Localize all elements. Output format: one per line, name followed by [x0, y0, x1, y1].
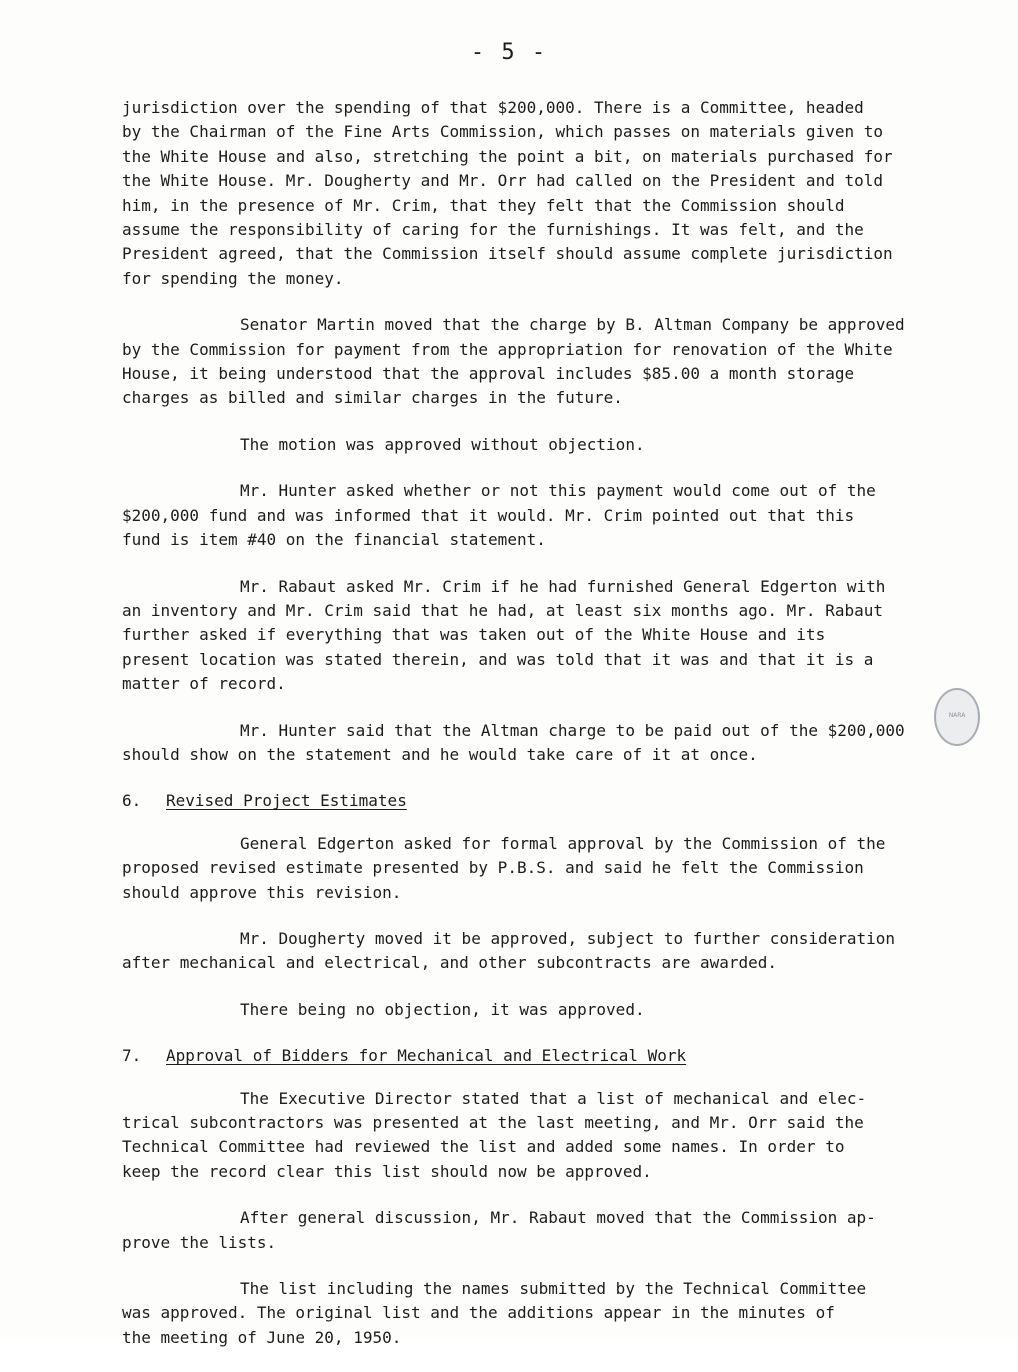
paragraph-hunter-question: Mr. Hunter asked whether or not this payment would come out of the $200,000 fund and was informed that it would. Mr. Crim pointed out that this fund is item #40 on the financial statement. — [122, 481, 876, 550]
section-7-paragraph: The list including the names submitted by the Technical Committee was approved. The original list and the additions appear in the minutes of the meeting of June 20, 1950. — [122, 1279, 867, 1347]
section-6-heading — [122, 789, 982, 813]
paragraph-motion-approved: The motion was approved without objection. — [240, 434, 645, 454]
library-seal-stamp — [934, 688, 980, 746]
section-6-paragraph: There being no objection, it was approved. — [240, 999, 645, 1019]
section-6-title: Revised Project Estimates — [166, 791, 407, 811]
section-6-paragraph: General Edgerton asked for formal approval by the Commission of the proposed revised estimate presented by P.B.S. and said he felt the Commission should approve this revision. — [122, 833, 886, 902]
paragraph-senator-martin-motion: Senator Martin moved that the charge by B. Altman Company be approved by the Commission for payment from the appropriation for renovation of the White House, it being understood that the approval includes $85.00 a month storage charges as billed and similar charges in the future. — [122, 315, 905, 408]
page-number: - 5 - — [470, 40, 548, 65]
paragraph-jurisdiction: jurisdiction over the spending of that $200,000. There is a Committee, headed by the Chairman of the Fine Arts Commission, which passes on materials given to the White House and also, stretching the point a bit, on materials purchased for the White House. Mr. Dougherty and Mr. Orr had called on the President and told him, in the presence of Mr. Crim, that they felt that the Commission should assume the responsibility of caring for the furnishings. It was felt, and the President agreed, that the Commission itself should assume complete jurisdiction for spending the money. — [122, 98, 893, 288]
section-7-number: 7. — [122, 1046, 142, 1066]
section-7-paragraph: After general discussion, Mr. Rabaut moved that the Commission ap- prove the lists. — [122, 1208, 876, 1252]
section-6-paragraph: Mr. Dougherty moved it be approved, subject to further consideration after mechanical and electrical, and other subcontracts are awarded. — [122, 928, 896, 973]
section-7-heading — [122, 1044, 982, 1068]
paragraph-hunter-altman-charge: Mr. Hunter said that the Altman charge to be paid out of the $200,000 should show on the statement and he would take care of it at once. — [122, 720, 905, 764]
section-7-paragraph: The Executive Director stated that a list of mechanical and elec- trical subcontractors was presented at the last meeting, and Mr. Orr said the Technical Committee had reviewed the list and added some names. In order to keep the record clear this list should now be approved. — [122, 1088, 867, 1181]
seal-label: NARA — [948, 712, 966, 719]
section-7-title: Approval of Bidders for Mechanical and Electrical Work — [166, 1046, 687, 1066]
paragraph-rabaut-inventory: Mr. Rabaut asked Mr. Crim if he had furnished General Edgerton with an inventory and Mr. Crim said that he had, at least six months ago. Mr. Rabaut further asked if everything that was taken out of the White House and its present location was stated therein, and was told that it was and that it is a matter of record. — [122, 576, 886, 694]
section-6-number: 6. — [122, 791, 142, 811]
document-body — [122, 96, 982, 1372]
